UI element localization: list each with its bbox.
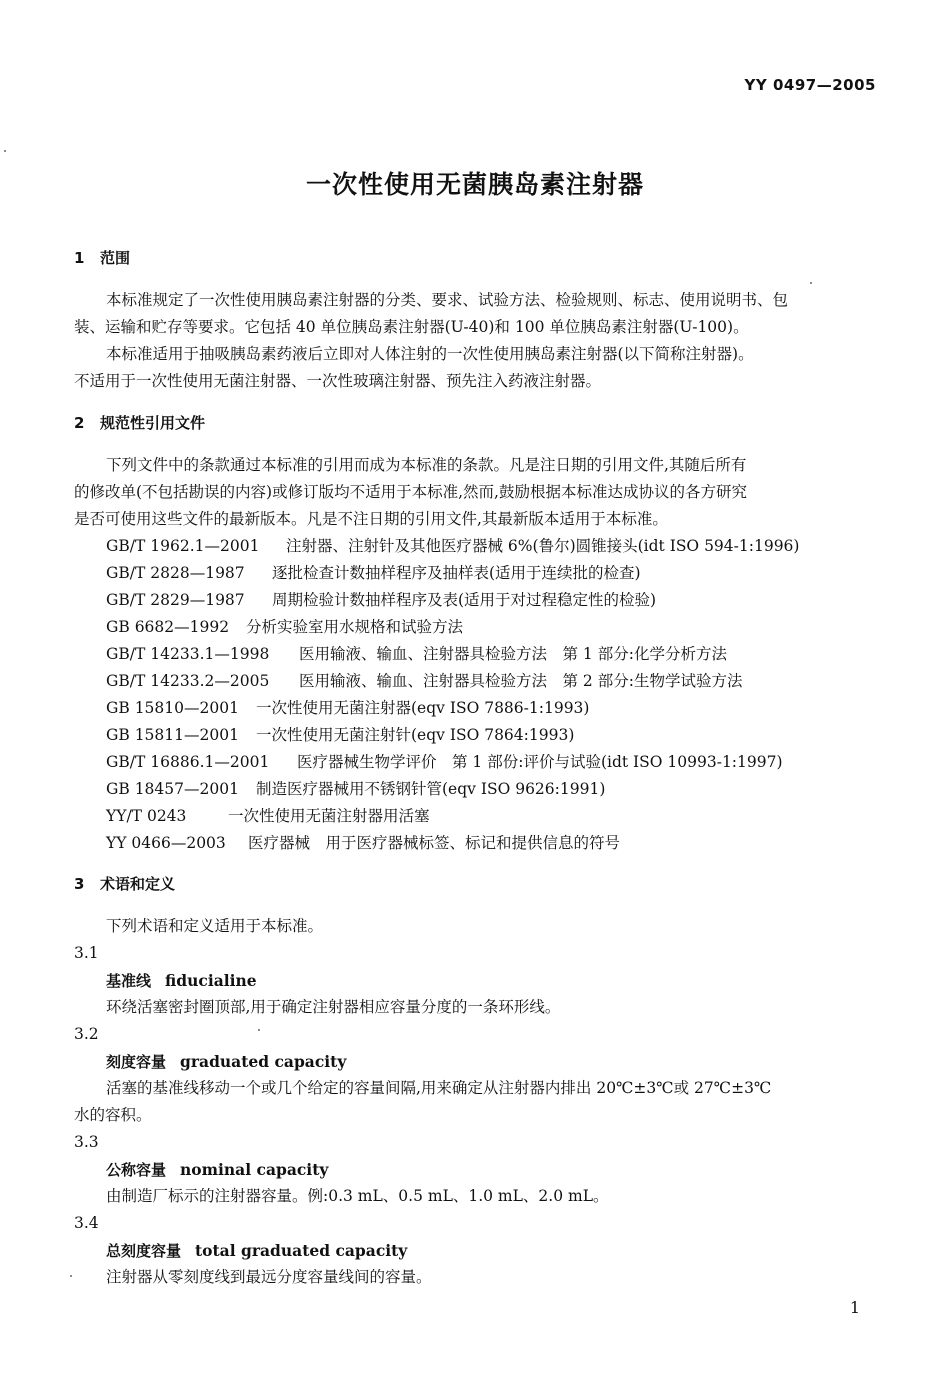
section-title: 术语和定义 [100, 875, 176, 893]
term-number: 3.1 [74, 944, 99, 962]
reference-item [106, 701, 589, 717]
reference-item [106, 836, 620, 852]
term-name-zh: 公称容量 [106, 1161, 167, 1179]
scan-speck [258, 1029, 260, 1031]
reference-title: 医用输液、输血、注射器具检验方法 第 2 部分:生物学试验方法 [299, 672, 743, 690]
reference-title: 一次性使用无菌注射器用活塞 [228, 807, 430, 825]
reference-item [106, 728, 574, 744]
reference-title: 周期检验计数抽样程序及表(适用于对过程稳定性的检验) [272, 591, 657, 609]
term-name-en: fiducialine [165, 971, 257, 990]
term-definition-continued: 水的容积。 [74, 1106, 152, 1124]
page-title: 一次性使用无菌胰岛素注射器 [305, 170, 644, 199]
term-number: 3.3 [74, 1133, 99, 1151]
reference-title: 一次性使用无菌注射器(eqv ISO 7886-1:1993) [256, 699, 590, 717]
term-name-en: graduated capacity [180, 1052, 347, 1071]
reference-title: 逐批检查计数抽样程序及抽样表(适用于连续批的检查) [272, 564, 641, 582]
reference-title: 医疗器械生物学评价 第 1 部份:评价与试验(idt ISO 10993-1:1997) [297, 753, 783, 771]
term-name [106, 1054, 346, 1071]
refs-intro-line-3: 是否可使用这些文件的最新版本。凡是不注日期的引用文件,其最新版本适用于本标准。 [74, 510, 668, 528]
term-number: 3.4 [74, 1214, 99, 1232]
term-definition: 注射器从零刻度线到最远分度容量线间的容量。 [106, 1268, 432, 1286]
section-title: 规范性引用文件 [100, 414, 206, 432]
section-number: 2 [74, 414, 85, 432]
scope-paragraph-1-line-1: 本标准规定了一次性使用胰岛素注射器的分类、要求、试验方法、检验规则、标志、使用说明书、包 [106, 291, 789, 309]
reference-item [106, 755, 783, 771]
reference-code: GB/T 2829—1987 [106, 591, 245, 609]
reference-title: 医疗器械 用于医疗器械标签、标记和提供信息的符号 [248, 834, 621, 852]
reference-code: GB 6682—1992 [106, 618, 230, 636]
term-name [106, 1243, 407, 1260]
term-number: 3.2 [74, 1025, 99, 1043]
refs-intro-line-1: 下列文件中的条款通过本标准的引用而成为本标准的条款。凡是注日期的引用文件,其随后所有 [106, 456, 747, 474]
section-3-heading [74, 877, 175, 892]
reference-title: 注射器、注射针及其他医疗器械 6%(鲁尔)圆锥接头(idt ISO 594-1:1996) [286, 537, 800, 555]
scan-speck [4, 150, 6, 152]
term-name-en: total graduated capacity [195, 1241, 408, 1260]
section-1-heading [74, 251, 130, 266]
standard-code: YY 0497—2005 [744, 76, 876, 94]
reference-code: YY 0466—2003 [106, 834, 226, 852]
scan-speck [810, 282, 812, 284]
section-number: 3 [74, 875, 85, 893]
section-2-heading [74, 416, 205, 431]
term-name-en: nominal capacity [180, 1160, 329, 1179]
reference-title: 制造医疗器械用不锈钢针管(eqv ISO 9626:1991) [256, 780, 606, 798]
page-number: 1 [849, 1298, 860, 1317]
scope-paragraph-2-line-1: 本标准适用于抽吸胰岛素药液后立即对人体注射的一次性使用胰岛素注射器(以下简称注射器)。 [106, 345, 754, 363]
reference-title: 医用输液、输血、注射器具检验方法 第 1 部分:化学分析方法 [299, 645, 727, 663]
reference-code: GB/T 14233.1—1998 [106, 645, 270, 663]
reference-item [106, 566, 641, 582]
reference-code: GB 15811—2001 [106, 726, 239, 744]
term-name-zh: 刻度容量 [106, 1053, 167, 1071]
reference-item [106, 674, 742, 690]
scan-speck [70, 1275, 72, 1277]
term-definition: 活塞的基准线移动一个或几个给定的容量间隔,用来确定从注射器内排出 20℃±3℃或 27℃±3℃ [106, 1079, 772, 1097]
reference-code: GB/T 2828—1987 [106, 564, 245, 582]
refs-intro-line-2: 的修改单(不包括勘误的内容)或修订版均不适用于本标准,然而,鼓励根据本标准达成协议的各方研究 [74, 483, 747, 501]
reference-code: GB 15810—2001 [106, 699, 239, 717]
reference-code: YY/T 0243 [106, 807, 187, 825]
reference-code: GB 18457—2001 [106, 780, 239, 798]
term-definition: 由制造厂标示的注射器容量。例:0.3 mL、0.5 mL、1.0 mL、2.0 mL。 [106, 1187, 609, 1205]
terms-intro: 下列术语和定义适用于本标准。 [106, 917, 324, 935]
reference-code: GB/T 14233.2—2005 [106, 672, 270, 690]
reference-title: 分析实验室用水规格和试验方法 [246, 618, 464, 636]
term-name [106, 973, 257, 990]
reference-item [106, 809, 430, 825]
scope-paragraph-1-line-2: 装、运输和贮存等要求。它包括 40 单位胰岛素注射器(U-40)和 100 单位胰岛素注射器(U-100)。 [74, 318, 749, 336]
reference-title: 一次性使用无菌注射针(eqv ISO 7864:1993) [256, 726, 575, 744]
section-number: 1 [74, 249, 85, 267]
term-name-zh: 总刻度容量 [106, 1242, 182, 1260]
section-title: 范围 [100, 249, 131, 267]
scope-paragraph-2-line-2: 不适用于一次性使用无菌注射器、一次性玻璃注射器、预先注入药液注射器。 [74, 372, 602, 390]
term-name [106, 1162, 328, 1179]
reference-item [106, 647, 727, 663]
reference-item [106, 620, 463, 636]
reference-item [106, 593, 656, 609]
reference-code: GB/T 1962.1—2001 [106, 537, 260, 555]
reference-item [106, 782, 605, 798]
term-name-zh: 基准线 [106, 972, 152, 990]
reference-item [106, 539, 799, 555]
reference-code: GB/T 16886.1—2001 [106, 753, 270, 771]
term-definition: 环绕活塞密封圈顶部,用于确定注射器相应容量分度的一条环形线。 [106, 998, 561, 1016]
